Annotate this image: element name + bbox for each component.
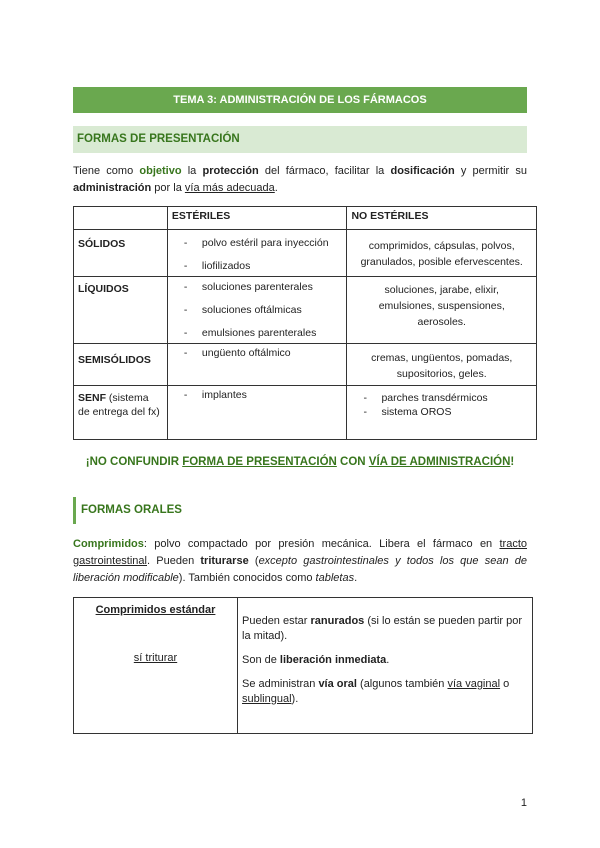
table-header-cell <box>74 207 168 230</box>
esteriles-cell <box>167 277 347 344</box>
no-esteriles-cell: soluciones, jarabe, elixir, emulsiones, suspensiones, aerosoles. <box>347 277 537 344</box>
table-header-cell: ESTÉRILES <box>167 207 347 230</box>
table-header-cell: NO ESTÉRILES <box>347 207 537 230</box>
desc-via: Se administran vía oral (algunos también vía vaginal o sublingual). <box>242 678 510 705</box>
row-label: SEMISÓLIDOS <box>74 344 168 386</box>
page-number: 1 <box>520 797 527 809</box>
comprimidos-table <box>73 597 533 734</box>
comprimidos-estandar-title: Comprimidos estándar <box>95 604 216 616</box>
table-row <box>74 277 537 344</box>
comprimidos-desc-cell <box>238 598 533 734</box>
page-title: TEMA 3: ADMINISTRACIÓN DE LOS FÁRMACOS <box>73 87 527 113</box>
section-heading-formas-presentacion: FORMAS DE PRESENTACIÓN <box>73 126 527 153</box>
list-item: - sistema OROS <box>351 405 532 419</box>
section-heading-formas-orales: FORMAS ORALES <box>73 497 527 524</box>
esteriles-cell <box>167 344 347 386</box>
no-esteriles-cell: cremas, ungüentos, pomadas, supositorios, geles. <box>347 344 537 386</box>
table-row <box>74 230 537 277</box>
presentation-forms-table <box>73 206 537 440</box>
warning-note: ¡NO CONFUNDIR FORMA DE PRESENTACIÓN CON VÍA DE ADMINISTRACIÓN! <box>85 456 515 468</box>
si-triturar-label: sí triturar <box>133 652 178 664</box>
esteriles-cell <box>167 230 347 277</box>
no-esteriles-cell: comprimidos, cápsulas, polvos, granulados, posible efervescentes. <box>347 230 537 277</box>
table-row <box>74 386 537 440</box>
list-item: - polvo estéril para inyección <box>172 236 343 250</box>
row-label: SENF (sistema de entrega del fx) <box>74 386 168 440</box>
table-row <box>74 598 533 734</box>
list-item: - liofilizados <box>172 259 343 273</box>
table-row <box>74 344 537 386</box>
desc-liberacion: Son de liberación inmediata. <box>242 654 390 666</box>
list-item: - ungüento oftálmico <box>172 346 343 360</box>
desc-ranurados: Pueden estar ranurados (si lo están se pueden partir por la mitad). <box>242 615 523 642</box>
row-label: SÓLIDOS <box>74 230 168 277</box>
list-item: - soluciones parenterales <box>172 280 343 294</box>
comprimidos-paragraph: Comprimidos: polvo compactado por presión mecánica. Libera el fármaco en tracto gastrointestinal. Pueden triturarse (excepto gastrointestinales y todos los que sean de liberación modificable). También conocidos como tabletas. <box>73 538 528 584</box>
list-item: - soluciones oftálmicas <box>172 303 343 317</box>
list-item: - emulsiones parenterales <box>172 326 343 340</box>
intro-paragraph: Tiene como objetivo la protección del fármaco, facilitar la dosificación y permitir su administración por la vía más adecuada. <box>73 165 527 194</box>
list-item: - parches transdérmicos <box>351 391 532 405</box>
no-esteriles-cell <box>347 386 537 440</box>
esteriles-cell <box>167 386 347 440</box>
table-header-row <box>74 207 537 230</box>
comprimidos-type-cell <box>74 598 238 734</box>
row-label: LÍQUIDOS <box>74 277 168 344</box>
list-item: - implantes <box>172 388 343 402</box>
